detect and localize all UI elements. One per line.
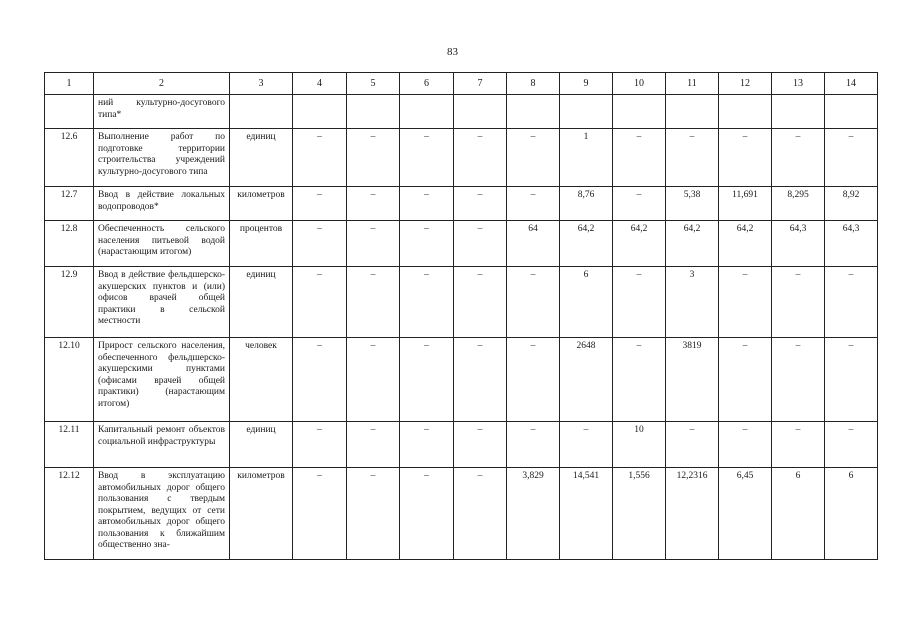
row-value: –	[825, 338, 878, 422]
row-value: –	[507, 187, 560, 221]
row-unit: человек	[230, 338, 293, 422]
row-value: –	[293, 422, 347, 468]
row-value: –	[613, 187, 666, 221]
row-value: –	[719, 338, 772, 422]
row-unit: километров	[230, 468, 293, 560]
row-number: 12.6	[45, 129, 94, 187]
row-value: 64,3	[772, 221, 825, 267]
table-row	[45, 129, 878, 187]
column-header: 6	[400, 73, 454, 95]
column-header: 3	[230, 73, 293, 95]
row-number: 12.8	[45, 221, 94, 267]
row-value: 6	[825, 468, 878, 560]
row-number	[45, 95, 94, 129]
row-value: –	[400, 267, 454, 338]
row-value: –	[347, 221, 400, 267]
table-header-row	[45, 73, 878, 95]
row-value	[666, 95, 719, 129]
row-value: –	[400, 338, 454, 422]
row-value: –	[719, 422, 772, 468]
row-value	[400, 95, 454, 129]
row-unit	[230, 95, 293, 129]
table-body	[45, 95, 878, 560]
row-value: –	[347, 422, 400, 468]
table-row	[45, 267, 878, 338]
data-table	[44, 72, 878, 560]
row-value: 1	[560, 129, 613, 187]
row-value: 6	[560, 267, 613, 338]
column-header: 10	[613, 73, 666, 95]
row-value: –	[719, 129, 772, 187]
row-value: –	[400, 187, 454, 221]
row-value: –	[507, 422, 560, 468]
row-value: –	[560, 422, 613, 468]
row-value: 64	[507, 221, 560, 267]
row-value: –	[825, 129, 878, 187]
row-value: 64,2	[560, 221, 613, 267]
column-header: 14	[825, 73, 878, 95]
row-value: –	[454, 267, 507, 338]
row-value	[347, 95, 400, 129]
row-number: 12.12	[45, 468, 94, 560]
row-value: –	[293, 129, 347, 187]
row-value: 6	[772, 468, 825, 560]
row-value: –	[347, 267, 400, 338]
row-value: –	[293, 187, 347, 221]
row-value	[454, 95, 507, 129]
table-row	[45, 221, 878, 267]
row-value: 2648	[560, 338, 613, 422]
column-header: 9	[560, 73, 613, 95]
row-indicator-name: Обеспеченность сельского населения питьевой водой (нарастающим итогом)	[94, 221, 230, 267]
row-value: –	[772, 338, 825, 422]
row-value: –	[400, 468, 454, 560]
row-value: 8,76	[560, 187, 613, 221]
row-value: –	[400, 221, 454, 267]
row-value	[293, 95, 347, 129]
row-value: –	[613, 338, 666, 422]
row-value	[772, 95, 825, 129]
row-value: 3819	[666, 338, 719, 422]
row-value: –	[719, 267, 772, 338]
row-value: 5,38	[666, 187, 719, 221]
row-value: –	[507, 338, 560, 422]
row-value: –	[400, 129, 454, 187]
row-value: –	[825, 422, 878, 468]
row-value: –	[293, 468, 347, 560]
column-header: 4	[293, 73, 347, 95]
row-value: 8,295	[772, 187, 825, 221]
column-header: 12	[719, 73, 772, 95]
row-value	[613, 95, 666, 129]
row-value: –	[293, 267, 347, 338]
row-value: –	[666, 129, 719, 187]
table-row	[45, 95, 878, 129]
row-value: –	[825, 267, 878, 338]
table-row	[45, 422, 878, 468]
column-header: 7	[454, 73, 507, 95]
row-value: 64,2	[666, 221, 719, 267]
row-value	[560, 95, 613, 129]
row-unit: километров	[230, 187, 293, 221]
row-value: 14,541	[560, 468, 613, 560]
row-value: –	[454, 187, 507, 221]
row-value: –	[507, 129, 560, 187]
row-number: 12.11	[45, 422, 94, 468]
row-value: –	[613, 129, 666, 187]
column-header: 5	[347, 73, 400, 95]
page-number: 83	[447, 46, 458, 58]
row-indicator-name: Капитальный ремонт объектов социальной инфраструктуры	[94, 422, 230, 468]
column-header: 13	[772, 73, 825, 95]
row-value: –	[400, 422, 454, 468]
row-value: –	[772, 422, 825, 468]
row-value: –	[347, 468, 400, 560]
row-value: –	[613, 267, 666, 338]
row-value	[825, 95, 878, 129]
row-value: 64,2	[719, 221, 772, 267]
row-value: –	[507, 267, 560, 338]
row-value: –	[293, 221, 347, 267]
row-value: 11,691	[719, 187, 772, 221]
row-indicator-name: Выполнение работ по подготовке территории строительства учреждений культурно-досугового типа	[94, 129, 230, 187]
row-value: –	[454, 129, 507, 187]
row-value: 12,2316	[666, 468, 719, 560]
row-unit: единиц	[230, 129, 293, 187]
row-value: –	[454, 422, 507, 468]
row-value: –	[347, 187, 400, 221]
row-value: –	[293, 338, 347, 422]
row-value	[719, 95, 772, 129]
row-value: –	[666, 422, 719, 468]
row-number: 12.9	[45, 267, 94, 338]
row-indicator-name: Ввод в действие локальных водопроводов*	[94, 187, 230, 221]
row-value: 3,829	[507, 468, 560, 560]
row-unit: процентов	[230, 221, 293, 267]
table-row	[45, 187, 878, 221]
row-number: 12.7	[45, 187, 94, 221]
column-header: 11	[666, 73, 719, 95]
row-value: 10	[613, 422, 666, 468]
row-value: –	[347, 129, 400, 187]
row-value: 64,2	[613, 221, 666, 267]
column-header: 8	[507, 73, 560, 95]
column-header: 2	[94, 73, 230, 95]
row-indicator-name: Ввод в действие фельдшерско-акушерских пунктов и (или) офисов врачей общей практики в сельской местности	[94, 267, 230, 338]
row-value: 64,3	[825, 221, 878, 267]
row-value: –	[454, 221, 507, 267]
row-value: –	[454, 468, 507, 560]
row-value: 3	[666, 267, 719, 338]
row-value: –	[454, 338, 507, 422]
row-indicator-name: ний культурно-досугового типа*	[94, 95, 230, 129]
row-value: –	[347, 338, 400, 422]
row-value	[507, 95, 560, 129]
row-value: –	[772, 267, 825, 338]
row-indicator-name: Ввод в эксплуатацию автомобильных дорог общего пользования с твердым покрытием, ведущих от сети автомобильных дорог общего пользования к ближайшим общественно зна-	[94, 468, 230, 560]
row-number: 12.10	[45, 338, 94, 422]
row-indicator-name: Прирост сельского населения, обеспеченного фельдшерско-акушерскими пунктами (офисами врачей общей практики) (нарастающим итогом)	[94, 338, 230, 422]
row-value: 6,45	[719, 468, 772, 560]
row-unit: единиц	[230, 422, 293, 468]
row-value: –	[772, 129, 825, 187]
row-unit: единиц	[230, 267, 293, 338]
table-row	[45, 338, 878, 422]
table-row	[45, 468, 878, 560]
row-value: 8,92	[825, 187, 878, 221]
column-header: 1	[45, 73, 94, 95]
row-value: 1,556	[613, 468, 666, 560]
